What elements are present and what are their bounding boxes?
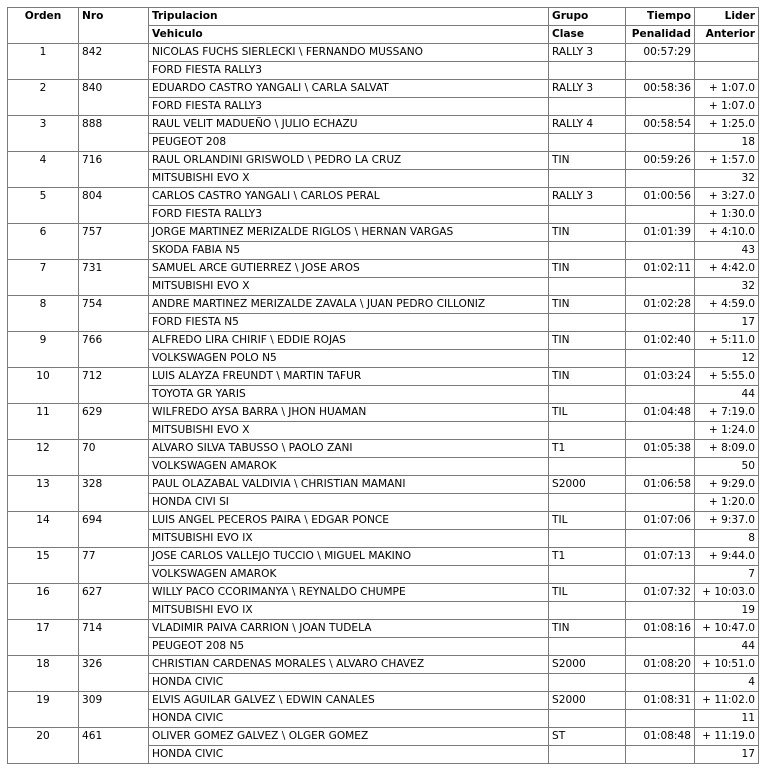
clase-cell bbox=[549, 170, 626, 188]
tiempo-cell: 01:02:28 bbox=[626, 296, 695, 314]
penalidad-cell bbox=[626, 206, 695, 224]
lider-cell: + 1:25.0 bbox=[695, 116, 759, 134]
table-row bbox=[8, 404, 759, 422]
tiempo-cell: 00:59:26 bbox=[626, 152, 695, 170]
grupo-cell: TIN bbox=[549, 620, 626, 638]
penalidad-cell bbox=[626, 746, 695, 764]
header-anterior: Anterior bbox=[695, 26, 759, 44]
tripulacion-cell: ALFREDO LIRA CHIRIF \ EDDIE ROJAS bbox=[149, 332, 549, 350]
clase-cell bbox=[549, 746, 626, 764]
vehiculo-cell: MITSUBISHI EVO IX bbox=[149, 530, 549, 548]
penalidad-cell bbox=[626, 458, 695, 476]
nro-cell: 888 bbox=[79, 116, 149, 152]
nro-cell: 714 bbox=[79, 620, 149, 656]
penalidad-cell bbox=[626, 170, 695, 188]
tripulacion-cell: OLIVER GOMEZ GALVEZ \ OLGER GOMEZ bbox=[149, 728, 549, 746]
anterior-cell: 11 bbox=[695, 710, 759, 728]
grupo-cell: TIN bbox=[549, 332, 626, 350]
anterior-cell: 8 bbox=[695, 530, 759, 548]
tiempo-cell: 01:02:40 bbox=[626, 332, 695, 350]
penalidad-cell bbox=[626, 242, 695, 260]
nro-cell: 766 bbox=[79, 332, 149, 368]
tiempo-cell: 01:00:56 bbox=[626, 188, 695, 206]
tripulacion-cell: JOSE CARLOS VALLEJO TUCCIO \ MIGUEL MAKINO bbox=[149, 548, 549, 566]
tripulacion-cell: NICOLAS FUCHS SIERLECKI \ FERNANDO MUSSANO bbox=[149, 44, 549, 62]
table-row bbox=[8, 476, 759, 494]
grupo-cell: TIN bbox=[549, 368, 626, 386]
orden-cell: 15 bbox=[8, 548, 79, 584]
vehiculo-cell: FORD FIESTA RALLY3 bbox=[149, 62, 549, 80]
penalidad-cell bbox=[626, 350, 695, 368]
clase-cell bbox=[549, 278, 626, 296]
anterior-cell: 43 bbox=[695, 242, 759, 260]
anterior-cell: 18 bbox=[695, 134, 759, 152]
penalidad-cell bbox=[626, 710, 695, 728]
anterior-cell: + 1:20.0 bbox=[695, 494, 759, 512]
table-row bbox=[8, 728, 759, 746]
clase-cell bbox=[549, 710, 626, 728]
anterior-cell: 19 bbox=[695, 602, 759, 620]
grupo-cell: S2000 bbox=[549, 476, 626, 494]
nro-cell: 309 bbox=[79, 692, 149, 728]
anterior-cell: + 1:07.0 bbox=[695, 98, 759, 116]
tiempo-cell: 01:01:39 bbox=[626, 224, 695, 242]
tripulacion-cell: SAMUEL ARCE GUTIERREZ \ JOSE AROS bbox=[149, 260, 549, 278]
nro-cell: 842 bbox=[79, 44, 149, 80]
clase-cell bbox=[549, 62, 626, 80]
lider-cell: + 8:09.0 bbox=[695, 440, 759, 458]
lider-cell: + 11:02.0 bbox=[695, 692, 759, 710]
orden-cell: 13 bbox=[8, 476, 79, 512]
penalidad-cell bbox=[626, 422, 695, 440]
clase-cell bbox=[549, 242, 626, 260]
lider-cell: + 4:42.0 bbox=[695, 260, 759, 278]
lider-cell: + 4:10.0 bbox=[695, 224, 759, 242]
tiempo-cell: 01:08:48 bbox=[626, 728, 695, 746]
table-row bbox=[8, 548, 759, 566]
grupo-cell: RALLY 3 bbox=[549, 44, 626, 62]
nro-cell: 77 bbox=[79, 548, 149, 584]
orden-cell: 14 bbox=[8, 512, 79, 548]
table-row bbox=[8, 296, 759, 314]
anterior-cell: 12 bbox=[695, 350, 759, 368]
tripulacion-cell: ELVIS AGUILAR GALVEZ \ EDWIN CANALES bbox=[149, 692, 549, 710]
nro-cell: 716 bbox=[79, 152, 149, 188]
tripulacion-cell: ALVARO SILVA TABUSSO \ PAOLO ZANI bbox=[149, 440, 549, 458]
grupo-cell: ST bbox=[549, 728, 626, 746]
lider-cell: + 5:55.0 bbox=[695, 368, 759, 386]
table-row bbox=[8, 332, 759, 350]
lider-cell: + 9:37.0 bbox=[695, 512, 759, 530]
tiempo-cell: 01:07:13 bbox=[626, 548, 695, 566]
vehiculo-cell: HONDA CIVIC bbox=[149, 674, 549, 692]
header-tripulacion: Tripulacion bbox=[149, 8, 549, 26]
lider-cell bbox=[695, 44, 759, 62]
lider-cell: + 3:27.0 bbox=[695, 188, 759, 206]
penalidad-cell bbox=[626, 278, 695, 296]
orden-cell: 11 bbox=[8, 404, 79, 440]
orden-cell: 19 bbox=[8, 692, 79, 728]
vehiculo-cell: MITSUBISHI EVO X bbox=[149, 278, 549, 296]
nro-cell: 754 bbox=[79, 296, 149, 332]
nro-cell: 694 bbox=[79, 512, 149, 548]
lider-cell: + 10:51.0 bbox=[695, 656, 759, 674]
vehiculo-cell: SKODA FABIA N5 bbox=[149, 242, 549, 260]
clase-cell bbox=[549, 422, 626, 440]
orden-cell: 20 bbox=[8, 728, 79, 764]
anterior-cell: 4 bbox=[695, 674, 759, 692]
anterior-cell: 50 bbox=[695, 458, 759, 476]
table-row bbox=[8, 584, 759, 602]
results-body bbox=[8, 8, 759, 764]
tripulacion-cell: LUIS ALAYZA FREUNDT \ MARTIN TAFUR bbox=[149, 368, 549, 386]
table-row bbox=[8, 692, 759, 710]
lider-cell: + 1:57.0 bbox=[695, 152, 759, 170]
clase-cell bbox=[549, 602, 626, 620]
anterior-cell: 17 bbox=[695, 746, 759, 764]
anterior-cell: 32 bbox=[695, 278, 759, 296]
nro-cell: 731 bbox=[79, 260, 149, 296]
lider-cell: + 7:19.0 bbox=[695, 404, 759, 422]
table-row bbox=[8, 440, 759, 458]
nro-cell: 627 bbox=[79, 584, 149, 620]
vehiculo-cell: VOLKSWAGEN AMAROK bbox=[149, 458, 549, 476]
orden-cell: 1 bbox=[8, 44, 79, 80]
nro-cell: 712 bbox=[79, 368, 149, 404]
penalidad-cell bbox=[626, 134, 695, 152]
penalidad-cell bbox=[626, 566, 695, 584]
header-nro: Nro bbox=[79, 8, 149, 44]
lider-cell: + 9:44.0 bbox=[695, 548, 759, 566]
tripulacion-cell: CARLOS CASTRO YANGALI \ CARLOS PERAL bbox=[149, 188, 549, 206]
tripulacion-cell: EDUARDO CASTRO YANGALI \ CARLA SALVAT bbox=[149, 80, 549, 98]
orden-cell: 9 bbox=[8, 332, 79, 368]
table-row bbox=[8, 512, 759, 530]
orden-cell: 6 bbox=[8, 224, 79, 260]
vehiculo-cell: HONDA CIVIC bbox=[149, 746, 549, 764]
clase-cell bbox=[549, 674, 626, 692]
tiempo-cell: 00:58:36 bbox=[626, 80, 695, 98]
header-vehiculo: Vehiculo bbox=[149, 26, 549, 44]
tiempo-cell: 01:07:32 bbox=[626, 584, 695, 602]
nro-cell: 840 bbox=[79, 80, 149, 116]
clase-cell bbox=[549, 206, 626, 224]
grupo-cell: RALLY 3 bbox=[549, 188, 626, 206]
clase-cell bbox=[549, 494, 626, 512]
tripulacion-cell: WILFREDO AYSA BARRA \ JHON HUAMAN bbox=[149, 404, 549, 422]
anterior-cell: 7 bbox=[695, 566, 759, 584]
orden-cell: 4 bbox=[8, 152, 79, 188]
table-row bbox=[8, 260, 759, 278]
orden-cell: 7 bbox=[8, 260, 79, 296]
vehiculo-cell: MITSUBISHI EVO X bbox=[149, 422, 549, 440]
tripulacion-cell: RAUL ORLANDINI GRISWOLD \ PEDRO LA CRUZ bbox=[149, 152, 549, 170]
anterior-cell: 17 bbox=[695, 314, 759, 332]
tiempo-cell: 00:58:54 bbox=[626, 116, 695, 134]
vehiculo-cell: PEUGEOT 208 N5 bbox=[149, 638, 549, 656]
tripulacion-cell: RAUL VELIT MADUEÑO \ JULIO ECHAZU bbox=[149, 116, 549, 134]
vehiculo-cell: MITSUBISHI EVO X bbox=[149, 170, 549, 188]
tiempo-cell: 01:08:20 bbox=[626, 656, 695, 674]
orden-cell: 10 bbox=[8, 368, 79, 404]
clase-cell bbox=[549, 458, 626, 476]
lider-cell: + 11:19.0 bbox=[695, 728, 759, 746]
orden-cell: 2 bbox=[8, 80, 79, 116]
vehiculo-cell: VOLKSWAGEN AMAROK bbox=[149, 566, 549, 584]
table-row bbox=[8, 656, 759, 674]
lider-cell: + 9:29.0 bbox=[695, 476, 759, 494]
results-table bbox=[7, 7, 759, 764]
table-row bbox=[8, 80, 759, 98]
table-row bbox=[8, 224, 759, 242]
orden-cell: 18 bbox=[8, 656, 79, 692]
clase-cell bbox=[549, 638, 626, 656]
lider-cell: + 5:11.0 bbox=[695, 332, 759, 350]
anterior-cell: 44 bbox=[695, 386, 759, 404]
lider-cell: + 4:59.0 bbox=[695, 296, 759, 314]
grupo-cell: TIN bbox=[549, 296, 626, 314]
penalidad-cell bbox=[626, 602, 695, 620]
tripulacion-cell: ANDRE MARTINEZ MERIZALDE ZAVALA \ JUAN PEDRO CILLONIZ bbox=[149, 296, 549, 314]
tripulacion-cell: WILLY PACO CCORIMANYA \ REYNALDO CHUMPE bbox=[149, 584, 549, 602]
tiempo-cell: 01:08:31 bbox=[626, 692, 695, 710]
table-row bbox=[8, 368, 759, 386]
lider-cell: + 1:07.0 bbox=[695, 80, 759, 98]
nro-cell: 328 bbox=[79, 476, 149, 512]
grupo-cell: TIN bbox=[549, 152, 626, 170]
clase-cell bbox=[549, 566, 626, 584]
tripulacion-cell: PAUL OLAZABAL VALDIVIA \ CHRISTIAN MAMANI bbox=[149, 476, 549, 494]
clase-cell bbox=[549, 350, 626, 368]
nro-cell: 461 bbox=[79, 728, 149, 764]
header-orden: Orden bbox=[8, 8, 79, 44]
lider-cell: + 10:03.0 bbox=[695, 584, 759, 602]
vehiculo-cell: FORD FIESTA N5 bbox=[149, 314, 549, 332]
anterior-cell: 44 bbox=[695, 638, 759, 656]
tiempo-cell: 01:03:24 bbox=[626, 368, 695, 386]
clase-cell bbox=[549, 98, 626, 116]
grupo-cell: S2000 bbox=[549, 656, 626, 674]
tiempo-cell: 01:02:11 bbox=[626, 260, 695, 278]
grupo-cell: T1 bbox=[549, 440, 626, 458]
clase-cell bbox=[549, 386, 626, 404]
tripulacion-cell: CHRISTIAN CARDENAS MORALES \ ALVARO CHAVEZ bbox=[149, 656, 549, 674]
header-tiempo: Tiempo bbox=[626, 8, 695, 26]
grupo-cell: TIN bbox=[549, 224, 626, 242]
grupo-cell: S2000 bbox=[549, 692, 626, 710]
clase-cell bbox=[549, 530, 626, 548]
table-row bbox=[8, 188, 759, 206]
nro-cell: 804 bbox=[79, 188, 149, 224]
anterior-cell: 32 bbox=[695, 170, 759, 188]
header-row-1 bbox=[8, 8, 759, 26]
nro-cell: 629 bbox=[79, 404, 149, 440]
anterior-cell: + 1:24.0 bbox=[695, 422, 759, 440]
vehiculo-cell: HONDA CIVI SI bbox=[149, 494, 549, 512]
orden-cell: 5 bbox=[8, 188, 79, 224]
grupo-cell: RALLY 4 bbox=[549, 116, 626, 134]
tiempo-cell: 01:05:38 bbox=[626, 440, 695, 458]
table-row bbox=[8, 44, 759, 62]
orden-cell: 16 bbox=[8, 584, 79, 620]
header-penalidad: Penalidad bbox=[626, 26, 695, 44]
tiempo-cell: 01:06:58 bbox=[626, 476, 695, 494]
grupo-cell: T1 bbox=[549, 548, 626, 566]
penalidad-cell bbox=[626, 314, 695, 332]
header-grupo: Grupo bbox=[549, 8, 626, 26]
grupo-cell: TIL bbox=[549, 584, 626, 602]
tiempo-cell: 01:07:06 bbox=[626, 512, 695, 530]
tiempo-cell: 00:57:29 bbox=[626, 44, 695, 62]
vehiculo-cell: FORD FIESTA RALLY3 bbox=[149, 206, 549, 224]
tripulacion-cell: VLADIMIR PAIVA CARRION \ JOAN TUDELA bbox=[149, 620, 549, 638]
penalidad-cell bbox=[626, 62, 695, 80]
orden-cell: 3 bbox=[8, 116, 79, 152]
vehiculo-cell: TOYOTA GR YARIS bbox=[149, 386, 549, 404]
tiempo-cell: 01:04:48 bbox=[626, 404, 695, 422]
nro-cell: 70 bbox=[79, 440, 149, 476]
tripulacion-cell: LUIS ANGEL PECEROS PAIRA \ EDGAR PONCE bbox=[149, 512, 549, 530]
table-row bbox=[8, 116, 759, 134]
orden-cell: 8 bbox=[8, 296, 79, 332]
anterior-cell: + 1:30.0 bbox=[695, 206, 759, 224]
grupo-cell: TIN bbox=[549, 260, 626, 278]
header-clase: Clase bbox=[549, 26, 626, 44]
penalidad-cell bbox=[626, 494, 695, 512]
vehiculo-cell: PEUGEOT 208 bbox=[149, 134, 549, 152]
vehiculo-cell: HONDA CIVIC bbox=[149, 710, 549, 728]
penalidad-cell bbox=[626, 386, 695, 404]
tiempo-cell: 01:08:16 bbox=[626, 620, 695, 638]
table-row bbox=[8, 620, 759, 638]
header-lider: Lider bbox=[695, 8, 759, 26]
clase-cell bbox=[549, 314, 626, 332]
orden-cell: 17 bbox=[8, 620, 79, 656]
penalidad-cell bbox=[626, 530, 695, 548]
penalidad-cell bbox=[626, 638, 695, 656]
lider-cell: + 10:47.0 bbox=[695, 620, 759, 638]
penalidad-cell bbox=[626, 98, 695, 116]
penalidad-cell bbox=[626, 674, 695, 692]
clase-cell bbox=[549, 134, 626, 152]
nro-cell: 326 bbox=[79, 656, 149, 692]
vehiculo-cell: MITSUBISHI EVO IX bbox=[149, 602, 549, 620]
grupo-cell: TIL bbox=[549, 512, 626, 530]
grupo-cell: TIL bbox=[549, 404, 626, 422]
anterior-cell bbox=[695, 62, 759, 80]
nro-cell: 757 bbox=[79, 224, 149, 260]
grupo-cell: RALLY 3 bbox=[549, 80, 626, 98]
vehiculo-cell: VOLKSWAGEN POLO N5 bbox=[149, 350, 549, 368]
orden-cell: 12 bbox=[8, 440, 79, 476]
table-row bbox=[8, 152, 759, 170]
vehiculo-cell: FORD FIESTA RALLY3 bbox=[149, 98, 549, 116]
tripulacion-cell: JORGE MARTINEZ MERIZALDE RIGLOS \ HERNAN VARGAS bbox=[149, 224, 549, 242]
